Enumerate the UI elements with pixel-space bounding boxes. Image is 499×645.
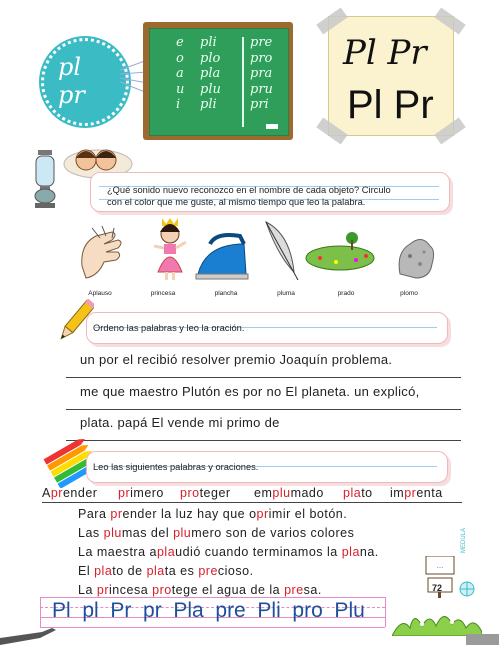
lamp-icon — [35, 150, 55, 208]
sentence-part-text: sa. — [303, 583, 322, 597]
word-part-highlight: pr — [118, 486, 131, 500]
sentence-part-text: imir el botón. — [268, 507, 348, 521]
sentence-part-highlight: plu — [103, 526, 122, 540]
grass-decoration-icon — [392, 602, 482, 636]
corner-band-right — [466, 634, 499, 645]
sentence-part-highlight: pro — [152, 583, 172, 597]
clapping-hands-icon — [82, 226, 121, 278]
word-part-text: enta — [416, 486, 443, 500]
caption-prado: prado — [337, 290, 355, 297]
sentence-part-text: El — [78, 564, 95, 578]
caption-aplauso: Aplauso — [88, 290, 112, 297]
word-part-highlight: pro — [180, 486, 200, 500]
word-6 — [390, 486, 443, 500]
sentence-part-highlight: pre — [198, 564, 218, 578]
sentence-part-text: mero son de varios colores — [191, 526, 355, 540]
letter-note — [328, 16, 454, 136]
caption-pluma: pluma — [277, 290, 295, 297]
word-part-highlight: pla — [343, 486, 362, 500]
svg-text:…: … — [436, 563, 444, 570]
note-cursive: Pl Pr — [343, 33, 427, 73]
corner-band-left — [0, 628, 60, 645]
sentence-part-text: tege el agua de la — [171, 583, 285, 597]
sentence-part-highlight: pla — [94, 564, 113, 578]
practice-sentence-1 — [78, 506, 347, 522]
sentence-part-text: La — [78, 583, 97, 597]
word-1 — [42, 486, 97, 500]
word-part-highlight: pr — [50, 486, 63, 500]
meadow-icon — [306, 232, 374, 270]
writing-line-1 — [66, 377, 461, 378]
instruction-2: Ordeno las palabras y leo la oración. — [93, 323, 245, 333]
instruction-box-1 — [90, 172, 450, 212]
iron-icon — [196, 235, 248, 279]
sentence-part-text: incesa — [109, 583, 153, 597]
word-4 — [254, 486, 324, 500]
instruction-3: Leo las siguientes palabras y oraciones. — [93, 462, 259, 472]
writing-line-2 — [66, 409, 461, 410]
word-part-text: A — [42, 486, 51, 500]
sentence-part-highlight: pla — [156, 545, 176, 559]
circle-pl: pl — [58, 53, 82, 81]
caption-plomo: plomo — [400, 290, 418, 297]
sentence-part-highlight: plu — [173, 526, 192, 540]
feather-icon — [266, 222, 298, 280]
globe-icon — [458, 580, 476, 598]
lead-rock-icon — [399, 239, 433, 278]
word-part-text: em — [254, 486, 273, 500]
sentence-part-text: na. — [359, 545, 379, 559]
scrambled-sentence-3: plata. papá El vende mi primo de — [80, 415, 280, 430]
scrambled-sentence-1: un por el recibió resolver premio Joaquín problema. — [80, 352, 393, 367]
sentence-part-highlight: pr — [96, 583, 110, 597]
practice-sentence-4 — [78, 563, 254, 579]
word-part-text: ender — [62, 486, 98, 500]
word-part-highlight: pr — [404, 486, 417, 500]
syllable-circle — [41, 38, 129, 126]
sentence-part-highlight: pla — [146, 564, 165, 578]
sentence-part-text: Para — [78, 507, 111, 521]
sentence-part-text: udió cuando terminamos la — [175, 545, 342, 559]
word-row-line — [42, 502, 462, 503]
cursive-practice-text: Pl pl Pr pr Pla pre Pli pro Plu — [52, 599, 365, 622]
board-pl-syllables: pli plo pla plu pli — [200, 35, 221, 112]
circle-pr: pr — [58, 81, 85, 109]
practice-sentence-2 — [78, 525, 354, 541]
caption-plancha: plancha — [214, 290, 238, 297]
caption-princesa: princesa — [150, 290, 176, 297]
sentence-part-text: La maestra a — [78, 545, 157, 559]
page-number: 72 — [432, 583, 443, 593]
instruction-box-3 — [86, 451, 448, 483]
sentence-part-text: mas del — [121, 526, 174, 540]
scrambled-sentence-2: me que maestro Plutón es por no El planeta. un explicó, — [80, 384, 420, 399]
chalk-icon — [266, 124, 278, 129]
cursive-practice-strip — [40, 597, 385, 627]
crayons-icon — [42, 436, 92, 488]
word-part-highlight: plu — [272, 486, 291, 500]
sentence-part-text: to de — [112, 564, 147, 578]
sentence-part-text: ender la luz hay que o — [122, 507, 257, 521]
sentence-part-highlight: pre — [284, 583, 304, 597]
instruction-1-line-2: con el color que me guste, al mismo tiempo que leo la palabra. — [107, 197, 366, 207]
board-vowels: e o a u i — [176, 35, 185, 112]
sentence-part-text: cioso. — [217, 564, 254, 578]
word-part-text: teger — [199, 486, 231, 500]
practice-sentence-3 — [78, 544, 379, 560]
word-part-text: to — [361, 486, 373, 500]
word-part-text: imero — [130, 486, 164, 500]
word-3 — [180, 486, 231, 500]
word-5 — [343, 486, 373, 500]
instruction-box-2 — [86, 312, 448, 344]
note-print: Pl Pr — [347, 83, 434, 127]
chalkboard — [143, 22, 293, 140]
word-2 — [118, 486, 164, 500]
word-part-text: im — [390, 486, 405, 500]
sentence-part-text: Las — [78, 526, 104, 540]
sentence-part-highlight: pr — [256, 507, 269, 521]
word-part-text: mado — [290, 486, 324, 500]
sentence-part-highlight: pla — [341, 545, 360, 559]
princess-icon — [154, 218, 186, 280]
brand-label: MEDULA — [461, 527, 467, 553]
board-pr-syllables: pre pro pra pru pri — [250, 35, 273, 112]
sentence-part-highlight: pr — [110, 507, 123, 521]
writing-line-3 — [66, 440, 461, 441]
instruction-1-line-1: ¿Qué sonido nuevo reconozco en el nombre de cada objeto? Circulo — [107, 185, 391, 195]
picture-row — [78, 216, 438, 286]
sentence-part-text: ta es — [164, 564, 199, 578]
